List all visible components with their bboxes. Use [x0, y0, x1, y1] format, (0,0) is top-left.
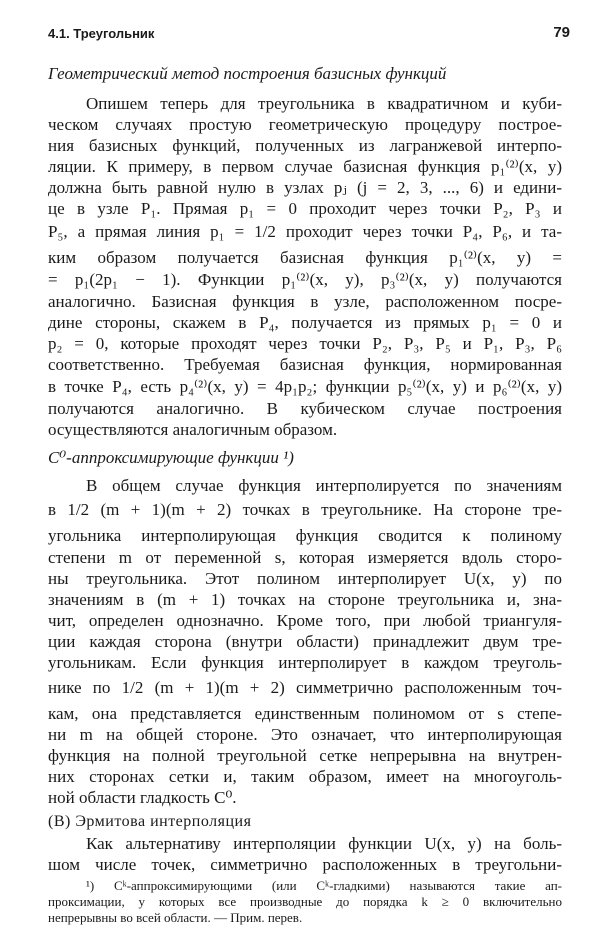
- section-title: 4.1. Треугольник: [48, 26, 155, 41]
- p1-line-8: ким образом получается базисная функция p₁⁽²⁾(x, y) =: [48, 248, 562, 267]
- footnote-line-3: непрерывны во всей области. — Прим. перев.: [48, 910, 303, 925]
- p1-line-16: осуществляются аналогичным образом.: [48, 420, 338, 439]
- p1-line-10: аналогично. Базисная функция в узле, расположенном посре-: [48, 292, 562, 311]
- page-number: 79: [553, 24, 570, 41]
- p1-line-5: должна быть равной нулю в узлах pⱼ (j = 2, 3, ..., 6) и едини-: [48, 178, 562, 197]
- p1-line-9: = p₁(2p₁ − 1). Функции p₁⁽²⁾(x, y), p₃⁽²⁾(x, y) получаются: [48, 270, 562, 289]
- p3-line-2: шом числе точек, симметрично расположенных в треугольни-: [48, 855, 562, 874]
- footnote-line-2: проксимации, у которых все производные до порядка k ≥ 0 включительно: [48, 894, 562, 909]
- p1-line-13: соответственно. Требуемая базисная функция, нормированная: [48, 355, 562, 374]
- p2-line-3: угольника интерполирующая функция сводится к полиному: [48, 526, 562, 545]
- p1-line-4: ляции. К примеру, в первом случае базисная функция p₁⁽²⁾(x, y): [48, 157, 562, 176]
- p2-line-4: степени m от переменной s, которая измеряется вдоль сторо-: [48, 548, 562, 567]
- p1-line-1: Опишем теперь для треугольника в квадратичном и куби-: [86, 94, 562, 113]
- p2-line-15: ной области гладкость C⁰.: [48, 788, 237, 807]
- p2-line-14: них сторонах сетки и, таким образом, имеет на многоуголь-: [48, 767, 562, 786]
- running-head: [48, 24, 570, 44]
- p2-line-10: нике по 1/2 (m + 1)(m + 2) симметрично расположенным точ-: [48, 678, 562, 697]
- p1-line-15: получаются аналогично. В кубическом случае построения: [48, 399, 562, 418]
- p1-line-11: дине стороны, скажем в P₄, получается из прямых p₁ = 0 и: [48, 313, 562, 332]
- heading-geometric-method: Геометрический метод построения базисных функций: [48, 64, 447, 83]
- p2-line-13: функция на полной треугольной сетке непрерывна на внутрен-: [48, 746, 562, 765]
- p1-line-14: в точке P₄, есть p₄⁽²⁾(x, y) = 4p₁p₂; функции p₅⁽²⁾(x, y) и p₆⁽²⁾(x, y): [48, 377, 562, 396]
- p2-line-2: в 1/2 (m + 1)(m + 2) точках в треугольнике. На стороне тре-: [48, 500, 562, 519]
- heading-hermite: (B) Эрмитова интерполяция: [48, 813, 252, 830]
- p2-line-11: кам, она представляется единственным полиномом от s степе-: [48, 704, 562, 723]
- p1-line-12: p₂ = 0, которые проходят через точки P₂, P₃, P₅ и P₁, P₃, P₆: [48, 334, 562, 353]
- p2-line-5: ны треугольника. Этот полином интерполирует U(x, y) по: [48, 569, 562, 588]
- p2-line-1: В общем случае функция интерполируется по значениям: [86, 476, 562, 495]
- p1-line-3: ния базисных функций, полученных из лагранжевой интерпо-: [48, 136, 562, 155]
- footnote-line-1: ¹) Cᵏ-аппроксимирующими (или Cᵏ-гладкими) называются такие ап-: [86, 878, 562, 893]
- heading-c0-functions: C⁰-аппроксимирующие функции ¹): [48, 448, 294, 467]
- p1-line-6: це в узле P₁. Прямая p₁ = 0 проходит через точки P₂, P₃ и: [48, 199, 562, 218]
- p2-line-9: угольникам. Если функция интерполирует в каждом треуголь-: [48, 653, 562, 672]
- p2-line-12: ни m на общей стороне. Это означает, что интерполирующая: [48, 725, 562, 744]
- p3-line-1: Как альтернативу интерполяции функции U(x, y) на боль-: [86, 834, 562, 853]
- p1-line-7: P₅, а прямая линия p₁ = 1/2 проходит через точки P₄, P₆, и та-: [48, 222, 562, 241]
- p1-line-2: ческом случаях простую геометрическую процедуру построе-: [48, 115, 562, 134]
- p2-line-8: ции каждая сторона (внутри области) принадлежит двум тре-: [48, 632, 562, 651]
- p2-line-7: чит, определен однозначно. Кроме того, при любой триангуля-: [48, 611, 562, 630]
- p2-line-6: значениям в (m + 1) точках на стороне треугольника и, зна-: [48, 590, 562, 609]
